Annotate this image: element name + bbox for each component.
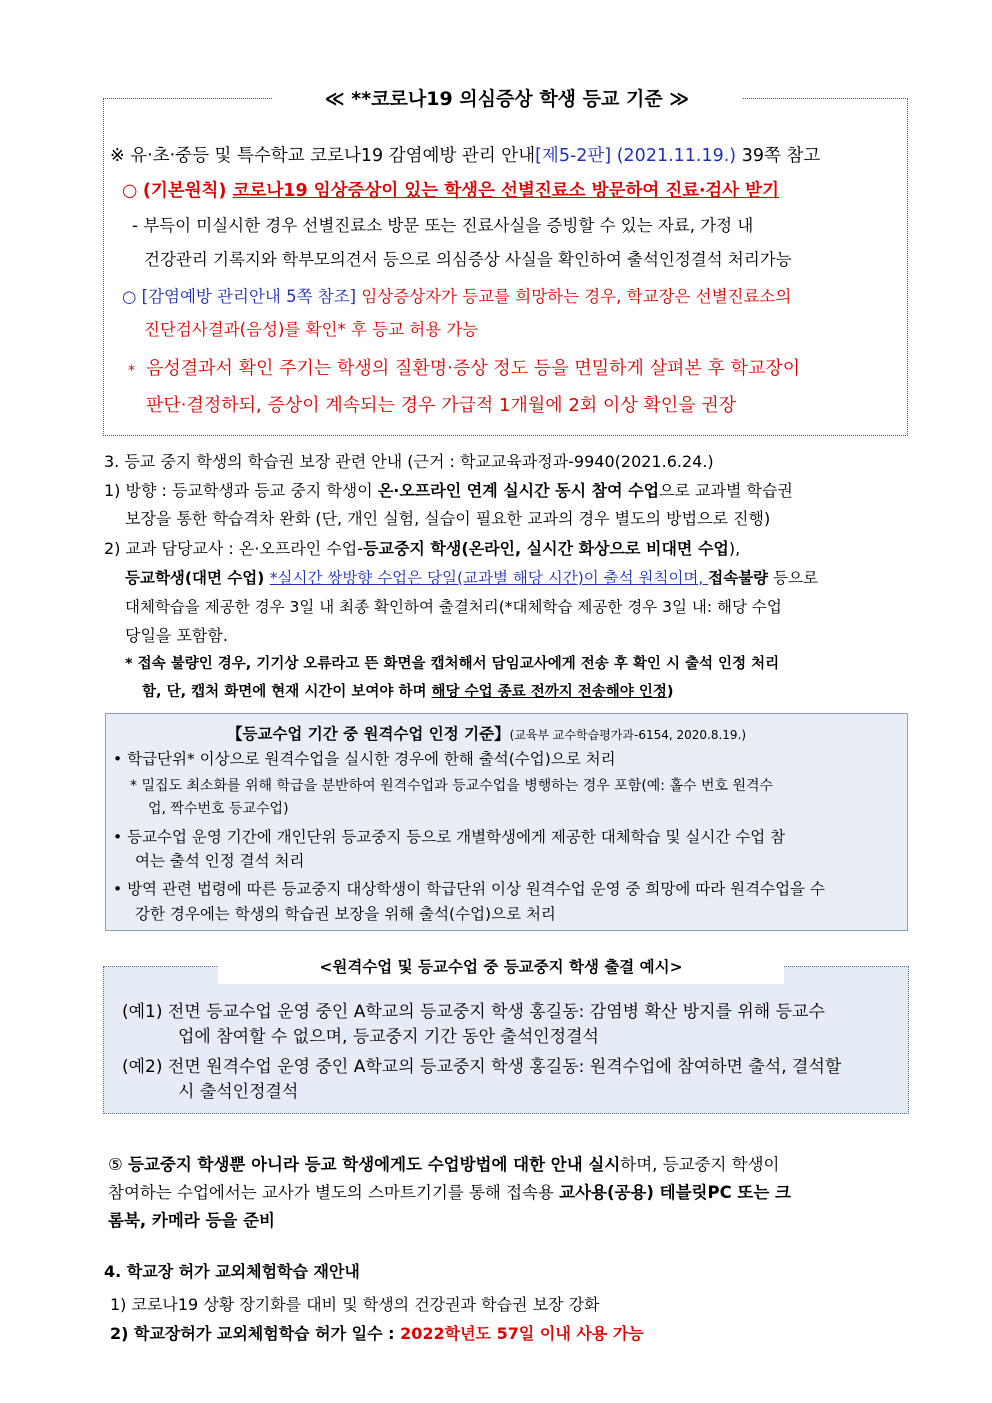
dash-line-1: - 부득이 미실시한 경우 선별진료소 방문 또는 진료사실을 증빙할 수 있는 자료, 가정 내	[132, 216, 754, 235]
item1-bold: 온·오프라인 연계 실시간 동시 참여 수업	[377, 481, 660, 500]
principle-label: (기본원칙)	[142, 181, 233, 201]
star-line-1: 음성결과서 확인 주기는 학생의 질환명‧증상 정도 등을 면밀하게 살펴본 후 학교장이	[146, 358, 801, 379]
item2-line2-bold2: 접속불량	[708, 569, 769, 587]
section4-item2-red: 2022학년도 57일 이내 사용 가능	[400, 1324, 644, 1343]
reference-suffix: 39쪽 참고	[736, 146, 821, 166]
covid-guideline-title: ≪ **코로나19 의심증상 학생 등교 기준 ≫	[272, 84, 742, 114]
section3-heading: 3. 등교 중지 학생의 학습권 보장 관련 안내 (근거 : 학교교육과정과-9940(2021.6.24.)	[104, 452, 714, 471]
section3-item2-line3: 대체학습을 제공한 경우 3일 내 최종 확인하여 출결처리(*대체학습 제공한 경우 3일 내: 해당 수업	[125, 598, 782, 616]
section3-item1-line1	[104, 478, 793, 504]
section4-item2	[110, 1320, 644, 1348]
box2-title: 【등교수업 기간 중 원격수업 인정 기준】	[227, 725, 510, 743]
box2-bullet-1-note-2: 업, 짝수번호 등교수업)	[148, 801, 289, 817]
para5-line2-text: 참여하는 수업에서는 교사가 별도의 스마트기기를 통해 접속용	[108, 1183, 560, 1202]
dash-line-2: 건강관리 기록지와 학부모의견서 등으로 의심증상 사실을 확인하여 출석인정결석 처리가능	[144, 250, 792, 269]
section4-item1: 1) 코로나19 상황 장기화를 대비 및 학생의 건강권과 학습권 보장 강화	[110, 1295, 600, 1314]
reference-edition: [제5-2판] (2021.11.19.)	[535, 146, 737, 166]
para5-line-2	[108, 1179, 791, 1207]
note-line-2	[142, 680, 674, 705]
para5-line-3: 롬북, 카메라 등을 준비	[108, 1211, 275, 1230]
example-1-line-1: (예1) 전면 등교수업 운영 중인 A학교의 등교중지 학생 홍길동: 감염병 확산 방지를 위해 등교수	[122, 1002, 825, 1022]
para5-text: 하며, 등교중지 학생이	[620, 1155, 780, 1174]
circled-five-icon: ⑤	[108, 1155, 129, 1174]
section3-item2-line4: 당일을 포함함.	[125, 626, 228, 645]
item2-bold: 등교중지 학생(온라인, 실시간 화상으로 비대면 수업	[363, 539, 729, 558]
principle-line	[122, 177, 779, 205]
circle2-line-2: 진단검사결과(음성)를 확인* 후 등교 허용 가능	[144, 320, 479, 339]
box2-title-ref: (교육부 교수학습평가과-6154, 2020.8.19.)	[509, 728, 747, 742]
section4-item2-text: 2) 학교장허가 교외체험학습 허가 일수 :	[110, 1324, 401, 1343]
circle2-text: 임상증상자가 등교를 희망하는 경우, 학교장은 선별진료소의	[356, 287, 792, 306]
principle-text: 코로나19 임상증상이 있는 학생은 선별진료소 방문하여 진료‧검사 받기	[232, 181, 779, 201]
star-mark: *	[128, 363, 135, 379]
para5-bold: 등교중지 학생뿐 아니라 등교 학생에게도 수업방법에 대한 안내 실시	[128, 1155, 621, 1174]
box2-bullet-3-line-1: • 방역 관련 법령에 따른 등교중지 대상학생이 학급단위 이상 원격수업 운영 중 희망에 따라 원격수업을 수	[113, 880, 825, 898]
box2-bullet-1-note-1: * 밀집도 최소화를 위해 학급을 분반하여 원격수업과 등교수업을 병행하는 경우 포함(예: 홀수 번호 원격수	[130, 778, 774, 794]
reference-prefix: ※ 유‧초‧중등 및 특수학교 코로나19 감염예방 관리 안내	[110, 146, 536, 166]
item2-line2-end: 등으로	[768, 569, 819, 587]
item2-end: ),	[728, 539, 741, 558]
reference-line	[110, 142, 820, 170]
note-line-1: * 접속 불량인 경우, 기기상 오류라고 뜬 화면을 캡처해서 담임교사에게 전송 후 확인 시 출석 인정 처리	[125, 656, 780, 672]
item2-text-a: 2) 교과 담당교사 : 온·오프라인 수업-	[104, 539, 364, 558]
section4-heading: 4. 학교장 허가 교외체험학습 재안내	[104, 1262, 360, 1281]
circle2-line-1	[122, 283, 791, 311]
item1-text-a: 1) 방향 : 등교학생과 등교 중지 학생이	[104, 481, 378, 500]
section3-item2-line2	[125, 565, 818, 591]
example-1-line-2: 업에 참여할 수 없으며, 등교중지 기간 동안 출석인정결석	[178, 1027, 599, 1047]
example-2-line-1: (예2) 전면 원격수업 운영 중인 A학교의 등교중지 학생 홍길동: 원격수업에 참여하면 출석, 결석할	[122, 1057, 842, 1077]
box2-bullet-2-line-2: 여는 출석 인정 결석 처리	[135, 852, 305, 870]
attendance-example-title: <원격수업 및 등교수업 중 등교중지 학생 출결 예시>	[218, 950, 784, 984]
note-line2-end: )	[666, 684, 674, 700]
box2-title-line	[227, 722, 746, 747]
note-line2-text: 함, 단, 캡처 화면에 현재 시간이 보여야 하며	[142, 684, 432, 700]
box2-bullet-2-line-1: • 등교수업 운영 기간에 개인단위 등교중지 등으로 개별학생에게 제공한 대체학습 및 실시간 수업 참	[113, 828, 786, 846]
section3-item2-line1	[104, 536, 740, 562]
item2-line2-blue: *실시간 쌍방향 수업은 당일(교과별 해당 시간)이 출석 원칙이며,	[269, 569, 709, 587]
circle-bullet: ○	[122, 181, 143, 201]
note-line2-underline: 해당 수업 종료 전까지 전송해야 인정	[431, 684, 667, 700]
section3-item1-line2: 보장을 통한 학습격차 완화 (단, 개인 실험, 실습이 필요한 교과의 경우 별도의 방법으로 진행)	[125, 509, 771, 528]
circle-bullet-2: ○	[122, 287, 142, 306]
box2-bullet-3-line-2: 강한 경우에는 학생의 학습권 보장을 위해 출석(수업)으로 처리	[135, 905, 556, 923]
item2-line2-bold: 등교학생(대면 수업)	[125, 569, 270, 587]
example-2-line-2: 시 출석인정결석	[178, 1082, 299, 1102]
item1-text-b: 으로 교과별 학습권	[659, 481, 793, 500]
box2-bullet-1: • 학급단위* 이상으로 원격수업을 실시한 경우에 한해 출석(수업)으로 처리	[113, 750, 616, 768]
para5-line-1	[108, 1151, 779, 1179]
para5-line2-bold: 교사용(공용) 테블릿PC 또는 크	[559, 1183, 791, 1202]
circle2-ref: [감염예방 관리안내 5쪽 참조]	[141, 287, 357, 306]
star-line-2: 판단‧결정하되, 증상이 계속되는 경우 가급적 1개월에 2회 이상 확인을 권장	[146, 395, 737, 416]
